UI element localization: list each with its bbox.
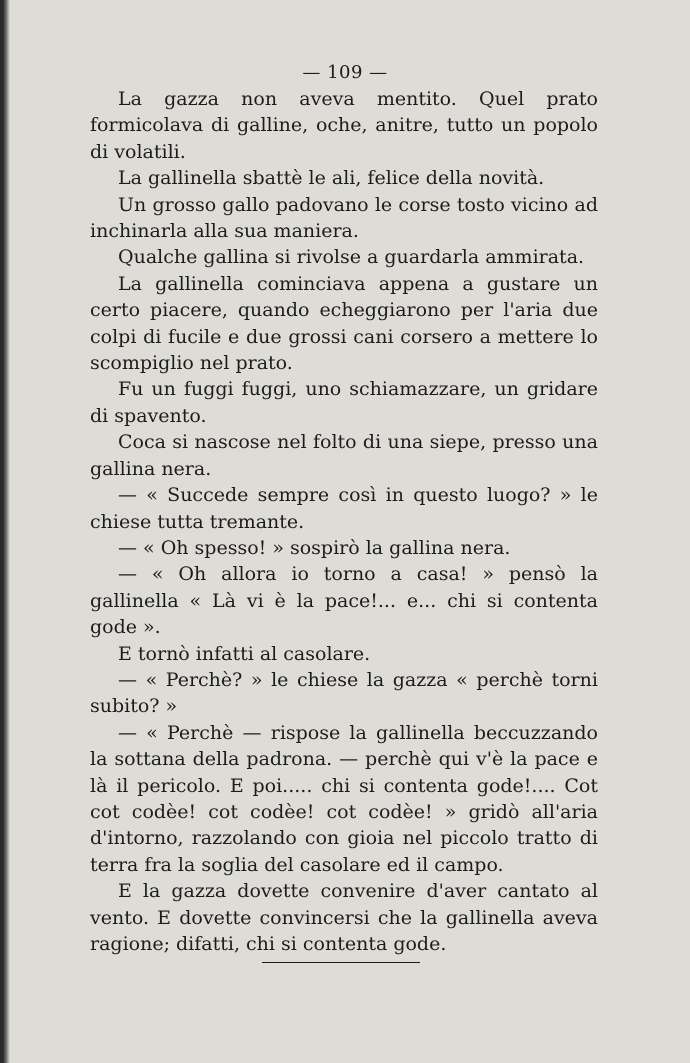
paragraph: Qualche gallina si rivolse a guardarla ammirata. bbox=[118, 246, 585, 269]
paragraph: Un grosso gallo padovano le corse tosto vicino ad inchinarla alla sua maniera. bbox=[90, 193, 598, 243]
paragraph: — « Succede sempre così in questo luogo? » le chiese tutta tremante. bbox=[90, 484, 598, 533]
paragraph: Fu un fuggi fuggi, uno schiamazzare, un gridare di spavento. bbox=[90, 378, 598, 427]
page-number: — 109 — bbox=[302, 62, 388, 83]
page-binding-edge bbox=[0, 0, 10, 1063]
paragraph: E la gazza dovette convenire d'aver cantato al vento. E dovette convincersi che la gallinella aveva ragione; difatti, chi si contenta gode. bbox=[90, 880, 598, 955]
paragraph: — « Perchè — rispose la gallinella beccuzzando la sottana della padrona. — perchè qui v'è la pace e là il pericolo. E poi..... chi si contenta gode!.... Cot cot codèe! cot codèe! cot codèe! » gridò all'aria d'intorno, razzolando con gioia nel piccolo tratto di terra fra la soglia del casolare ed il campo. bbox=[90, 721, 598, 876]
paragraph: La gallinella cominciava appena a gustare un certo piacere, quando echeggiarono per l'aria due colpi di fucile e due grossi cani corsero a mettere lo scompiglio nel prato. bbox=[90, 272, 598, 375]
closing-rule bbox=[262, 962, 420, 963]
paragraph: — « Oh allora io torno a casa! » pensò la gallinella « Là vi è la pace!... e... chi si contenta gode ». bbox=[90, 563, 598, 639]
paragraph: Coca si nascose nel folto di una siepe, presso una gallina nera. bbox=[90, 431, 598, 480]
paragraph: La gazza non aveva mentito. Quel prato formicolava di galline, oche, anitre, tutto un popolo di volatili. bbox=[90, 88, 598, 163]
paragraph: La gallinella sbattè le ali, felice della novità. bbox=[118, 167, 545, 190]
paragraph: — « Perchè? » le chiese la gazza « perchè torni subito? » bbox=[90, 668, 598, 718]
paragraph: — « Oh spesso! » sospirò la gallina nera. bbox=[118, 536, 511, 559]
paragraph: E tornò infatti al casolare. bbox=[118, 642, 371, 665]
body-text bbox=[90, 86, 598, 957]
